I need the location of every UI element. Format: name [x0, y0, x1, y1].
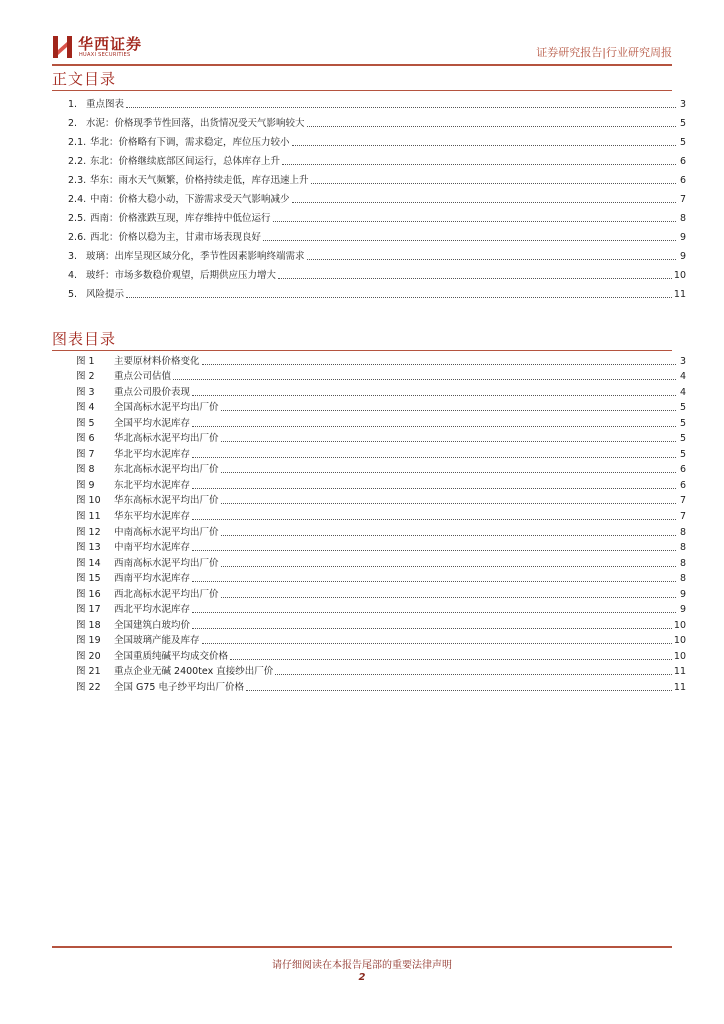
figure-entry-text: 西北高标水泥平均出厂价	[114, 588, 219, 600]
toc-entry-text: 华东：雨水天气频繁，价格持续走低，库存迅速上升	[90, 175, 309, 186]
figure-entry-page: 9	[679, 588, 686, 600]
huaxi-logo-icon	[52, 34, 74, 60]
figure-entry-text: 西南平均水泥库存	[114, 573, 191, 585]
figure-entry-number: 图 9	[76, 479, 95, 491]
figure-entry-page: 5	[679, 417, 686, 429]
figure-entry-text: 中南平均水泥库存	[114, 542, 191, 554]
toc-entry[interactable]	[68, 225, 686, 244]
figure-entry[interactable]	[76, 492, 686, 508]
dot-leader	[173, 379, 676, 380]
header-divider	[52, 64, 672, 66]
dot-leader	[221, 566, 676, 567]
figure-entry-page: 8	[679, 542, 686, 554]
figure-entry-page: 8	[679, 573, 686, 585]
figure-entry-page: 8	[679, 526, 686, 538]
dot-leader	[230, 659, 672, 660]
figure-entry[interactable]	[76, 352, 686, 368]
company-logo	[52, 30, 182, 62]
dot-leader	[221, 472, 676, 473]
dot-leader	[126, 297, 672, 298]
dot-leader	[292, 145, 676, 146]
figure-entry-page: 8	[679, 557, 686, 569]
dot-leader	[192, 519, 676, 520]
figure-entry[interactable]	[76, 461, 686, 477]
figure-entry[interactable]	[76, 399, 686, 415]
toc-entry-page: 9	[679, 232, 686, 243]
figure-entry-page: 10	[673, 650, 686, 662]
toc-entry-text: 西南：价格涨跌互现，库存维持中低位运行	[90, 213, 271, 224]
page-number: 2	[358, 972, 366, 983]
figure-entry-number: 图 11	[76, 511, 101, 523]
toc-entry-page: 7	[679, 194, 686, 205]
figure-entry-number: 图 16	[76, 588, 101, 600]
figure-entry-text: 西南高标水泥平均出厂价	[114, 557, 219, 569]
figure-entry[interactable]	[76, 647, 686, 663]
toc-entry[interactable]	[68, 282, 686, 301]
toc-entry[interactable]	[68, 168, 686, 187]
figure-entry[interactable]	[76, 678, 686, 694]
figure-entry-text: 全国玻璃产能及库存	[114, 635, 200, 647]
figure-entry-page: 5	[679, 402, 686, 414]
figure-entry-number: 图 17	[76, 604, 101, 616]
figure-entry-number: 图 22	[76, 682, 101, 694]
toc-entry-number: 5.	[68, 289, 78, 300]
toc-entry-page: 5	[679, 137, 686, 148]
figure-entry-number: 图 14	[76, 557, 101, 569]
figure-entry-text: 全国 G75 电子纱平均出厂价格	[114, 682, 244, 694]
toc-entry-text: 玻璃：出库呈现区域分化，季节性因素影响终端需求	[86, 251, 305, 262]
dot-leader	[192, 426, 676, 427]
toc-list	[68, 92, 686, 301]
page-header	[52, 30, 672, 64]
figure-entry-number: 图 13	[76, 542, 101, 554]
toc-entry-text: 水泥：价格现季节性回落，出货情况受天气影响较大	[86, 118, 305, 129]
logo-english-name: HUAXI SECURITIES	[79, 52, 131, 58]
figure-entry-number: 图 2	[76, 371, 95, 383]
dot-leader	[221, 535, 676, 536]
toc-entry-page: 3	[679, 99, 686, 110]
dot-leader	[221, 410, 676, 411]
dot-leader	[275, 674, 672, 675]
figure-entry-number: 图 20	[76, 650, 101, 662]
figure-entry-text: 全国高标水泥平均出厂价	[114, 402, 219, 414]
figure-entry[interactable]	[76, 430, 686, 446]
toc-entry-number: 4.	[68, 270, 78, 281]
toc-entry[interactable]	[68, 149, 686, 168]
toc-entry-text: 玻纤：市场多数稳价观望，后期供应压力增大	[86, 270, 277, 281]
dot-leader	[292, 202, 676, 203]
toc-entry-number: 2.4.	[68, 194, 87, 205]
toc-entry-number: 2.1.	[68, 137, 87, 148]
figure-entry-number: 图 7	[76, 448, 95, 460]
dot-leader	[192, 612, 676, 613]
figure-entry[interactable]	[76, 570, 686, 586]
figure-entry[interactable]	[76, 507, 686, 523]
figure-entry-text: 重点公司股价表现	[114, 386, 191, 398]
toc-entry-number: 1.	[68, 99, 78, 110]
figure-entry-page: 11	[673, 682, 686, 694]
toc-entry-page: 6	[679, 175, 686, 186]
figure-entry-page: 5	[679, 448, 686, 460]
figure-entry-text: 重点公司估值	[114, 371, 172, 383]
dot-leader	[192, 395, 676, 396]
dot-leader	[282, 164, 676, 165]
figure-entry-number: 图 18	[76, 619, 101, 631]
figure-entry-page: 10	[673, 619, 686, 631]
figure-entry-page: 4	[679, 371, 686, 383]
toc-entry-number: 2.5.	[68, 213, 87, 224]
figure-entry-text: 东北平均水泥库存	[114, 479, 191, 491]
figure-entry-number: 图 5	[76, 417, 95, 429]
figure-entry-number: 图 19	[76, 635, 101, 647]
figure-entry-page: 6	[679, 464, 686, 476]
figure-entry[interactable]	[76, 554, 686, 570]
figure-entry-page: 3	[679, 355, 686, 367]
figure-entry-text: 重点企业无碱 2400tex 直接纱出厂价	[114, 666, 274, 678]
figure-entry-number: 图 15	[76, 573, 101, 585]
figure-entry-page: 5	[679, 433, 686, 445]
toc-entry-text: 东北：价格继续底部区间运行，总体库存上升	[90, 156, 281, 167]
toc-entry-page: 5	[679, 118, 686, 129]
toc-entry-number: 2.	[68, 118, 78, 129]
toc-entry-page: 10	[673, 270, 686, 281]
figure-entry[interactable]	[76, 383, 686, 399]
figure-entry[interactable]	[76, 476, 686, 492]
toc-entry-number: 2.2.	[68, 156, 87, 167]
figure-entry-text: 主要原材料价格变化	[114, 355, 200, 367]
dot-leader	[221, 503, 676, 504]
figure-entry[interactable]	[76, 632, 686, 648]
figure-entry-number: 图 3	[76, 386, 95, 398]
figure-entry-page: 7	[679, 495, 686, 507]
figure-list	[76, 352, 686, 694]
footer-divider	[52, 946, 672, 948]
figure-entry-text: 全国建筑白玻均价	[114, 619, 191, 631]
toc-entry[interactable]	[68, 130, 686, 149]
figures-title: 图表目录	[52, 330, 117, 348]
figure-entry-page: 6	[679, 479, 686, 491]
dot-leader	[192, 488, 676, 489]
figure-entry-number: 图 21	[76, 666, 101, 678]
dot-leader	[192, 550, 676, 551]
toc-entry-page: 9	[679, 251, 686, 262]
toc-entry-text: 西北：价格以稳为主，甘肃市场表现良好	[90, 232, 262, 243]
dot-leader	[263, 240, 676, 241]
figure-entry[interactable]	[76, 601, 686, 617]
figure-entry[interactable]	[76, 523, 686, 539]
toc-entry[interactable]	[68, 263, 686, 282]
toc-title: 正文目录	[52, 70, 117, 88]
figure-entry-text: 东北高标水泥平均出厂价	[114, 464, 219, 476]
toc-title-rule	[52, 90, 672, 91]
figure-entry[interactable]	[76, 414, 686, 430]
toc-entry[interactable]	[68, 187, 686, 206]
figure-entry-page: 7	[679, 511, 686, 523]
figure-entry-text: 全国重质纯碱平均成交价格	[114, 650, 229, 662]
toc-entry-number: 3.	[68, 251, 78, 262]
dot-leader	[192, 457, 676, 458]
figure-entry[interactable]	[76, 368, 686, 384]
figure-entry-number: 图 6	[76, 433, 95, 445]
toc-entry-text: 风险提示	[86, 289, 125, 300]
toc-entry[interactable]	[68, 206, 686, 225]
toc-entry-text: 中南：价格大稳小动，下游需求受天气影响减少	[90, 194, 290, 205]
legal-notice: 请仔细阅读在本报告尾部的重要法律声明	[272, 960, 452, 971]
dot-leader	[202, 364, 676, 365]
dot-leader	[311, 183, 676, 184]
toc-entry[interactable]	[68, 92, 686, 111]
dot-leader	[192, 581, 676, 582]
dot-leader	[221, 441, 676, 442]
toc-entry[interactable]	[68, 111, 686, 130]
toc-entry-number: 2.6.	[68, 232, 87, 243]
figure-entry[interactable]	[76, 445, 686, 461]
toc-entry-number: 2.3.	[68, 175, 87, 186]
toc-entry[interactable]	[68, 244, 686, 263]
figure-entry-number: 图 4	[76, 402, 95, 414]
figure-entry-text: 西北平均水泥库存	[114, 604, 191, 616]
toc-entry-page: 6	[679, 156, 686, 167]
figure-entry[interactable]	[76, 663, 686, 679]
dot-leader	[126, 107, 676, 108]
dot-leader	[307, 259, 676, 260]
figure-entry[interactable]	[76, 539, 686, 555]
dot-leader	[246, 690, 672, 691]
figure-entry-page: 11	[673, 666, 686, 678]
figure-entry-text: 华北高标水泥平均出厂价	[114, 433, 219, 445]
report-type-label: 证券研究报告|行业研究周报	[536, 46, 672, 59]
dot-leader	[307, 126, 676, 127]
figure-entry-number: 图 12	[76, 526, 101, 538]
figure-entry-text: 华北平均水泥库存	[114, 448, 191, 460]
figure-entry-number: 图 10	[76, 495, 101, 507]
figure-entry-text: 全国平均水泥库存	[114, 417, 191, 429]
figure-entry-text: 中南高标水泥平均出厂价	[114, 526, 219, 538]
dot-leader	[192, 628, 672, 629]
dot-leader	[202, 643, 672, 644]
toc-entry-page: 11	[673, 289, 686, 300]
dot-leader	[278, 278, 672, 279]
figure-entry-page: 10	[673, 635, 686, 647]
figure-entry-page: 4	[679, 386, 686, 398]
toc-entry-page: 8	[679, 213, 686, 224]
figure-entry-page: 9	[679, 604, 686, 616]
dot-leader	[221, 597, 676, 598]
logo-chinese-name: 华西证券	[78, 35, 143, 53]
figure-entry-number: 图 1	[76, 355, 95, 367]
toc-entry-text: 重点图表	[86, 99, 125, 110]
figure-entry[interactable]	[76, 585, 686, 601]
figure-entry[interactable]	[76, 616, 686, 632]
dot-leader	[273, 221, 676, 222]
toc-entry-text: 华北：价格略有下调，需求稳定，库位压力较小	[90, 137, 290, 148]
figure-entry-text: 华东高标水泥平均出厂价	[114, 495, 219, 507]
figure-entry-number: 图 8	[76, 464, 95, 476]
figure-entry-text: 华东平均水泥库存	[114, 511, 191, 523]
figures-title-rule	[52, 350, 672, 351]
